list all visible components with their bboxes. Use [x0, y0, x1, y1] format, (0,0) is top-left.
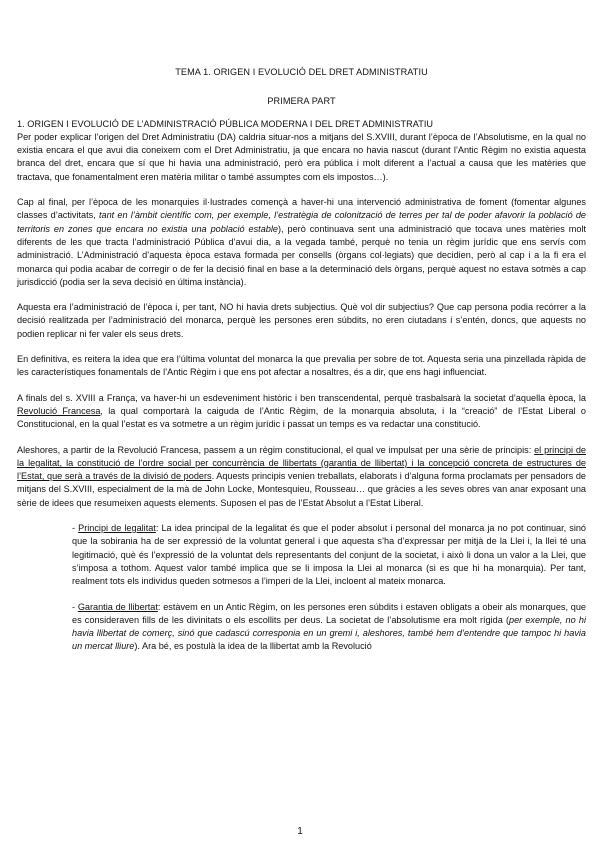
- paragraph-2-text-c: ), però continuava sent una administració que tocava unes matèries molt diferents de les que tracta l’administració Pública d’avui dia, a la vegada també, perquè no tenia un règim jurídic que ens servís com administració. L’Administració d’aquesta època estava formada per consells (òrgans col·legiats) que decidien, però al cap i a la fi era el monarca qui podia acabar de corregir o de fer la decisió final en base a la determinació dels òrgans, perquè aquest no estava sotmès a cap jurisdicció (podia ser la seva decisió en última instància).: [17, 223, 586, 287]
- paragraph-6-text-c: . Aquests principis venien treballats, elaborats i d’alguna forma proclamats per pensadors de mitjans del S.XVIII, especialment de la mà de John Locke, Montesquieu, Rousseau… que gràcies a les seves obres van anar exposant una sèrie de idees que resumeixen aquests elements. Suposen el pas de l’Estat Absolut a l’Estat Liberal.: [17, 471, 586, 508]
- paragraph-2-text-a: Cap al final, per l’època de les monarquies il·lustrades començà a haver-hi una intervenció administrativa de foment (fomentar algunes classes d’activitats,: [17, 197, 586, 221]
- bullet-dash: -: [72, 601, 78, 612]
- bullet-legality: [72, 522, 586, 588]
- bullet-freedom-italic: per exemple, no hi havia llibertat de comerç, sinó que cadascú corresponia en un gremi i, aleshores, també hem d’entendre que tampoc hi havia un mercat lliure: [72, 614, 586, 652]
- bullet-legality-text: : La idea principal de la legalitat és que el poder absolut i personal del monarca ja no pot continuar, sinó que la sobirania ha de ser expressió de la voluntat general i que aquesta s’ha d’expressar per mitjà de la Llei i, la llei té una legitimació, què és l’expressió de la voluntat dels representants del conjunt de la societat, i això li dona un valor a la Llei, que s’imposa a tothom. Aquest valor també implica que se li imposa la Llei al monarca (si es que hi ha monarquia). Per tant, realment tots els individus queden sotmesos a l’imperi de la Llei, incloent al mateix monarca.: [72, 523, 587, 587]
- part-title: PRIMERA PART: [267, 96, 336, 107]
- document-body: [17, 66, 586, 666]
- bullet-legality-label: Principi de legalitat: [78, 523, 156, 534]
- principles-underlined: el principi de la legalitat, la constitució de l’ordre social per concurrència de llibertats (garantia de llibertat) i la concepció concreta de estructures de l’Estat, que serà a través de la divisió de poders: [17, 444, 586, 482]
- bullet-dash: -: [72, 523, 79, 534]
- paragraph-5-text-a: A finals del s. XVIII a França, va haver-hi un esdeveniment històric i ben transcendental, perquè trasbalsarà la societat d’aquella època, la: [17, 392, 586, 403]
- bullet-freedom: [72, 601, 586, 654]
- paragraph-3: Aquesta era l’administració de l’època i, per tant, NO hi havia drets subjectius. Què vol dir subjectius? Que cap persona podia recórrer a la decisió realitzada per l’administració del monarca, perquè les persones eren súbdits, no eren ciutadans i s’entén, doncs, que aquests no podien replicar ni fer valer els seus drets.: [17, 302, 586, 339]
- bullet-freedom-label: Garantia de llibertat: [77, 601, 158, 612]
- section-heading: 1. ORIGEN I EVOLUCIÓ DE L’ADMINISTRACIÓ PÚBLICA MODERNA I DEL DRET ADMINISTRATIU: [17, 118, 434, 129]
- paragraph-6: [17, 444, 586, 510]
- paragraph-5: [17, 392, 586, 432]
- bullet-freedom-text-c: ). Ara bé, es postulà la idea de la llibertat amb la Revolució: [134, 641, 372, 652]
- paragraph-2: [17, 196, 586, 289]
- paragraph-4: En definitiva, es reitera la idea que era l’última voluntat del monarca la que prevalia per sobre de tot. Aquesta seria una pinzellada ràpida de les característiques fonamentals de l’Antic Règim i que ens pot afectar a nosaltres, és a dir, que ens hagi influenciat.: [17, 354, 586, 378]
- page-number: 1: [297, 826, 303, 837]
- bullet-freedom-text-a: : estàvem en un Antic Règim, on les persones eren súbdits i estaven obligats a obeir als monarques, que es consideraven fills de les divinitats o els escollits per deus. La societat de l’absolutisme era molt rígida (: [72, 601, 586, 625]
- document-title: TEMA 1. ORIGEN I EVOLUCIÓ DEL DRET ADMINISTRATIU: [175, 67, 428, 77]
- paragraph-5-text-c: , la qual comportarà la caiguda de l’Antic Règim, de la monarquia absoluta, i la “creació” de l’Estat Liberal o Constitucional, en la qual l’estat es va sotmetre a un règim jurídic i passat un temps es va redactar una constitució.: [17, 405, 586, 430]
- paragraph-1: Per poder explicar l’origen del Dret Administratiu (DA) caldria situar-nos a mitjans del S.XVIII, durant l’època de l’Absolutisme, en la qual no existia encara el que avui dia coneixem com el Dret Administratiu, ja que encara no havia nascut (durant l’Antic Règim no existia aquesta branca del dret, encara que sí que hi havia una administració, però era pública i molt diferent a l’actual a causa que les matèries que tractava, que fonamentalment eren matèria militar o també assumptes com els impostos…).: [17, 131, 586, 182]
- revolution-underlined: Revolució Francesa: [17, 405, 101, 416]
- paragraph-2-italic: tant en l’àmbit científic com, per exemple, l’estratègia de colonització de terres per tal de poder afavorir la població de territoris en zones que encara no existia una població estable: [17, 210, 586, 234]
- paragraph-6-text-a: Aleshores, a partir de la Revolució Francesa, passem a un règim constitucional, el qual ve impulsat per una sèrie de principis:: [17, 444, 535, 455]
